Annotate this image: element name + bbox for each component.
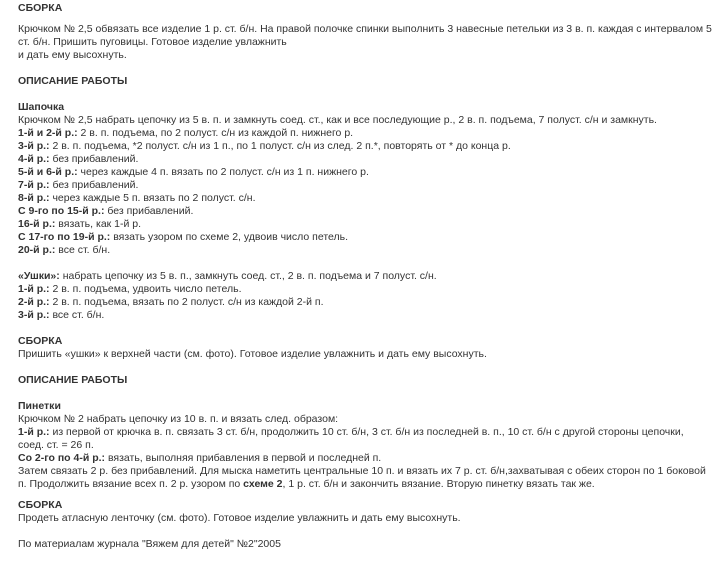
heading-work-description-1: ОПИСАНИЕ РАБОТЫ [18, 75, 128, 87]
hat-row: 5-й и 6-й р.: через каждые 4 п. вязать по 2 полуст. с/н из 1 п. нижнего р. [18, 166, 369, 178]
hat-row: 20-й р.: все ст. б/н. [18, 244, 111, 256]
hat-row: С 9-го по 15-й р.: без прибавлений. [18, 205, 194, 217]
hat-row: 7-й р.: без прибавлений. [18, 179, 139, 191]
source-credit: По материалам журнала "Вяжем для детей" №2"2005 [18, 538, 281, 550]
ears-intro: «Ушки»: набрать цепочку из 5 в. п., замкнуть соед. ст., 2 в. п. подъема и 7 полуст. с/н. [18, 270, 437, 282]
subheading-booties: Пинетки [18, 400, 61, 412]
ears-rows [18, 283, 712, 322]
ears-row: 2-й р.: 2 в. п. подъема, вязать по 2 полуст. с/н из каждой 2-й п. [18, 296, 324, 308]
hat-row: 16-й р.: вязать, как 1-й р. [18, 218, 142, 230]
hat-row: С 17-го по 19-й р.: вязать узором по схеме 2, удвоив число петель. [18, 231, 349, 243]
booties-intro: Крючком № 2 набрать цепочку из 10 в. п. и вязать след. образом: [18, 413, 339, 425]
heading-work-description-2: ОПИСАНИЕ РАБОТЫ [18, 374, 128, 386]
hat-row: 4-й р.: без прибавлений. [18, 153, 139, 165]
assembly-text-2: Пришить «ушки» к верхней части (см. фото). Готовое изделие увлажнить и дать ему высохнуть. [18, 348, 487, 360]
ears-row: 3-й р.: все ст. б/н. [18, 309, 105, 321]
hat-intro: Крючком № 2,5 набрать цепочку из 5 в. п. и замкнуть соед. ст., как и все последующие р., 2 в. п. подъема, 7 полуст. с/н и замкнуть. [18, 114, 657, 126]
heading-assembly-1: СБОРКА [18, 2, 63, 14]
ears-row: 1-й р.: 2 в. п. подъема, удвоить число петель. [18, 283, 242, 295]
booties-row: Со 2-го по 4-й р.: вязать, выполняя прибавления в первой и последней п. [18, 452, 382, 464]
hat-row: 3-й р.: 2 в. п. подъема, *2 полуст. с/н из 1 п., по 1 полуст. с/н из след. 2 п.*, повторять от * до конца р. [18, 140, 511, 152]
booties-row: 1-й р.: из первой от крючка в. п. связать 3 ст. б/н, продолжить 10 ст. б/н, 3 ст. б/н из последней в. п., 10 ст. б/н с другой стороны цепочки, соед. ст. = 26 п. [18, 426, 684, 451]
subheading-hat: Шапочка [18, 101, 65, 113]
heading-assembly-2: СБОРКА [18, 335, 63, 347]
hat-row: 8-й р.: через каждые 5 п. вязать по 2 полуст. с/н. [18, 192, 256, 204]
booties-paragraph: Затем связать 2 р. без прибавлений. Для мыска наметить центральные 10 п. и вязать их 7 р. ст. б/н,захватывая с обеих сторон по 1 боковой п. Продолжить вязание всех п. 2 р. узором по схеме 2, 1 р. ст. б/н и закончить вязание. Вторую пинетку вязать так же. [18, 465, 706, 490]
hat-row: 1-й и 2-й р.: 2 в. п. подъема, по 2 полуст. с/н из каждой п. нижнего р. [18, 127, 354, 139]
assembly-text-3: Продеть атласную ленточку (см. фото). Готовое изделие увлажнить и дать ему высохнуть. [18, 512, 461, 524]
assembly-text-1: Крючком № 2,5 обвязать все изделие 1 р. ст. б/н. На правой полочке спинки выполнить 3 навесные петельки из 3 в. п. каждая с интервалом 5 ст. б/н. Пришить пуговицы. Готовое изделие увлажнить и дать ему высохнуть. [18, 23, 712, 61]
hat-rows [18, 127, 712, 257]
heading-assembly-3: СБОРКА [18, 499, 63, 511]
